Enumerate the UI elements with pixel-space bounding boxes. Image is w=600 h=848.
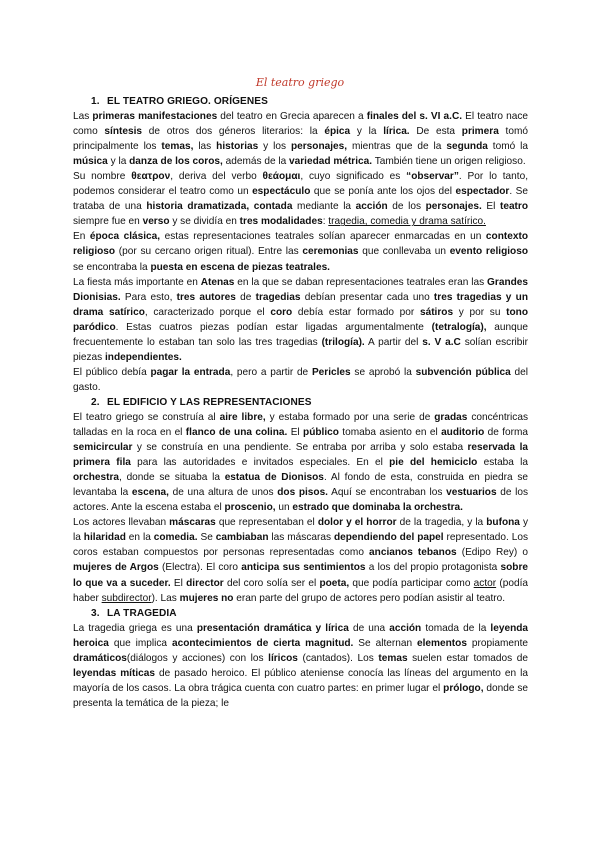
text-run: El teatro griego se construía al — [73, 411, 220, 423]
section-number: 2. — [91, 396, 100, 408]
text-run: propiamente — [466, 637, 529, 649]
bold-text-run: semicircular — [73, 442, 133, 454]
text-run: . Por lo tanto, podemos considerar el teatro como un — [73, 171, 529, 198]
bold-text-run: presentación dramática y lírica — [196, 622, 349, 634]
bold-text-run: música — [73, 156, 108, 168]
text-run: debían presentar cada uno — [300, 291, 434, 303]
bold-text-run: tres modalidades — [239, 216, 323, 228]
bold-text-run: historias — [216, 141, 259, 153]
bold-text-run: tono paródico — [73, 306, 528, 333]
text-run: un — [275, 502, 293, 514]
bold-text-run: tres tragedias y un drama satírico — [73, 291, 528, 318]
text-run: El teatro nace como — [73, 111, 528, 138]
paragraph — [73, 621, 528, 711]
text-run: Su nombre — [73, 171, 132, 183]
bold-text-run: hilaridad — [83, 532, 126, 544]
text-run: y la — [73, 517, 529, 544]
bold-text-run: θεάομαι — [262, 171, 301, 183]
document-title: El teatro griego — [255, 76, 345, 89]
text-run: debía estar formado por — [292, 306, 420, 318]
bold-text-run: mujeres de Argos — [73, 562, 159, 574]
text-run: tomó la — [487, 141, 529, 153]
text-run: tomaba asiento en el — [338, 427, 442, 439]
bold-text-run: historia dramatizada, contada — [146, 201, 293, 213]
text-run: Se alternan — [353, 637, 418, 649]
text-run: (Electra). El coro — [158, 562, 242, 574]
text-run: Se — [197, 532, 216, 544]
text-run: (diálogos y acciones) con los — [126, 652, 269, 664]
text-run: representado. Los coros estaban compuestos por personas representadas como — [73, 532, 528, 559]
text-run: El — [481, 201, 500, 213]
bold-text-run: lírica. — [383, 126, 410, 138]
bold-text-run: escena, — [131, 487, 169, 499]
bold-text-run: subvención pública — [415, 366, 511, 378]
text-run: a los del propio protagonista — [365, 562, 501, 574]
text-run: ). Las — [151, 592, 180, 604]
text-run: . Se trataba de una — [73, 186, 528, 213]
text-run: De esta — [409, 126, 462, 138]
bold-text-run: primeras manifestaciones — [92, 111, 218, 123]
bold-text-run: dolor y el horror — [317, 517, 397, 529]
text-run: que podía participar como — [349, 577, 474, 589]
text-run: que se ponía ante los ojos del — [310, 186, 456, 198]
text-run: del teatro en Grecia aparecen a — [217, 111, 367, 123]
text-run: y se dividía en — [169, 216, 240, 228]
paragraph — [73, 169, 528, 229]
text-run: Las — [73, 111, 93, 123]
bold-text-run: personajes, — [290, 141, 348, 153]
text-run: en la — [125, 532, 154, 544]
bold-text-run: síntesis — [104, 126, 143, 138]
text-run: estas representaciones teatrales solían aparecer enmarcadas en un — [160, 231, 486, 243]
text-run: . Estas cuatros piezas podían estar ligadas argumentalmente — [115, 321, 432, 333]
bold-text-run: proscenio, — [224, 502, 276, 514]
bold-text-run: contexto religioso — [73, 231, 528, 258]
bold-text-run: espectáculo — [252, 186, 311, 198]
bold-text-run: temas, — [161, 141, 194, 153]
bold-text-run: tres autores — [176, 291, 236, 303]
bold-text-run: Grandes Dionisias. — [73, 276, 528, 303]
text-run: y por su — [453, 306, 507, 318]
section-number: 1. — [91, 96, 100, 107]
paragraph — [73, 410, 528, 515]
bold-text-run: anticipa sus sentimientos — [241, 562, 366, 574]
text-run: , deriva del verbo — [170, 171, 263, 183]
bold-text-run: gradas — [434, 411, 468, 423]
bold-text-run: Atenas — [200, 276, 235, 288]
bold-text-run: teatro — [499, 201, 529, 213]
text-run: que representaban el — [215, 517, 318, 529]
text-run: de una — [348, 622, 390, 634]
bold-text-run: mujeres no — [179, 592, 234, 604]
bold-text-run: reservada la primera fila — [73, 442, 528, 469]
text-run: de forma — [484, 427, 529, 439]
section-heading — [73, 94, 528, 109]
section-number: 3. — [91, 607, 100, 619]
text-run: También tiene un origen religioso. — [372, 156, 526, 168]
bold-text-run: primera — [461, 126, 499, 138]
bold-text-run: dos pisos. — [277, 487, 328, 499]
section-heading — [73, 606, 528, 621]
bold-text-run: poeta, — [319, 577, 350, 589]
bold-text-run: finales del s. VI a.C. — [366, 111, 463, 123]
text-run: se aprobó la — [350, 366, 416, 378]
bold-text-run: ancianos tebanos — [369, 547, 457, 559]
bold-text-run: bufona — [486, 517, 520, 529]
bold-text-run: (trilogía). — [321, 336, 365, 348]
text-run: Los actores llevaban — [73, 517, 170, 529]
bold-text-run: aire libre, — [219, 411, 266, 423]
section-heading — [73, 395, 528, 410]
text-run: (Edipo Rey) o — [456, 547, 529, 559]
text-run: que implica — [108, 637, 172, 649]
bold-text-run: dependiendo del papel — [333, 532, 444, 544]
bold-text-run: época clásica, — [89, 231, 161, 243]
text-run: siempre fue en — [73, 216, 143, 228]
bold-text-run: acontecimientos de cierta magnitud. — [171, 637, 354, 649]
bold-text-run: sátiros — [419, 306, 454, 318]
text-run: de pasado heroico. El público ateniense conocía las líneas del argumento en la mayoría de los casos. La obra trágica cuenta con cuatro partes: en primer lugar el — [73, 667, 528, 694]
section-heading-text: EL EDIFICIO Y LAS REPRESENTACIONES — [107, 396, 312, 408]
text-run: El público debía — [73, 366, 151, 378]
text-run: suelen estar tomados de — [407, 652, 528, 664]
text-run: , pero a partir de — [230, 366, 312, 378]
text-run: tomó principalmente los — [73, 126, 528, 153]
bold-text-run: flanco de una colina. — [185, 427, 288, 439]
paragraph — [73, 365, 528, 395]
text-run: que conllevaba un — [358, 246, 450, 258]
bold-text-run: auditorio — [441, 427, 485, 439]
text-run: de una altura de unos — [168, 487, 278, 499]
text-run: de los actores. Ante la escena estaba el — [73, 487, 529, 514]
text-run: las máscaras — [268, 532, 334, 544]
text-run: para las autoridades e invitados especiales. En el — [130, 457, 390, 469]
text-run: se encontraba la — [73, 261, 151, 273]
text-run: eran parte del grupo de actores pero podían asistir al teatro. — [233, 592, 506, 604]
text-run: tomada de la — [421, 622, 491, 634]
text-run: donde se presenta la temática de la pieza; le — [73, 682, 528, 709]
text-run: En — [73, 231, 90, 243]
text-run: (podía haber — [73, 577, 528, 604]
text-run: y la — [350, 126, 384, 138]
bold-text-run: espectador — [455, 186, 510, 198]
bold-text-run: acción — [389, 622, 422, 634]
bold-text-run: prólogo, — [443, 682, 484, 694]
bold-text-run: cambiaban — [215, 532, 269, 544]
paragraph — [73, 109, 528, 169]
bold-text-run: variedad métrica. — [289, 156, 373, 168]
bold-text-run: “observar” — [406, 171, 459, 183]
text-run: aunque frecuentemente lo estaban tan solo las tres tragedias — [73, 321, 528, 348]
bold-text-run: Pericles — [311, 366, 351, 378]
bold-text-run: evento religioso — [449, 246, 528, 258]
text-run: , caracterizado porque el — [144, 306, 271, 318]
bold-text-run: pie del hemiciclo — [389, 457, 478, 469]
text-run: concéntricas talladas en la roca en el — [73, 411, 528, 439]
bold-text-run: temas — [378, 652, 408, 664]
text-run: del coro solía ser el — [223, 577, 320, 589]
text-run: de los — [387, 201, 426, 213]
bold-text-run: θεατρον — [131, 171, 171, 183]
bold-text-run: acción — [355, 201, 388, 213]
paragraph — [73, 229, 528, 274]
text-run: , donde se situaba la — [119, 472, 225, 484]
bold-text-run: leyendas míticas — [73, 667, 155, 679]
paragraph — [73, 275, 528, 365]
text-run: A partir del — [364, 336, 423, 348]
bold-text-run: puesta en escena de piezas teatrales. — [150, 261, 330, 273]
bold-text-run: danza de los coros, — [129, 156, 223, 168]
bold-text-run: líricos — [268, 652, 298, 664]
text-run: , cuyo significado es — [300, 171, 407, 183]
bold-text-run: máscaras — [169, 517, 216, 529]
bold-text-run: comedia. — [153, 532, 198, 544]
text-run: Para esto, — [120, 291, 177, 303]
bold-text-run: épica — [324, 126, 351, 138]
text-run: El — [170, 577, 187, 589]
bold-text-run: segunda — [446, 141, 488, 153]
bold-text-run: ceremonias — [302, 246, 359, 258]
section-heading-text: EL TEATRO GRIEGO. ORÍGENES — [107, 96, 268, 107]
bold-text-run: estatua de Dionisos — [224, 472, 324, 484]
bold-text-run: independientes. — [104, 351, 182, 363]
paragraph — [73, 515, 528, 605]
bold-text-run: sobre lo que va a suceder. — [73, 562, 528, 589]
bold-text-run: director — [186, 577, 224, 589]
text-run: de — [235, 291, 256, 303]
underlined-text-run: actor — [473, 577, 497, 589]
text-run: y estaba formado por una serie de — [265, 411, 435, 423]
bold-text-run: coro — [270, 306, 293, 318]
bold-text-run: s. V a.C — [422, 336, 461, 348]
text-run: y los — [258, 141, 291, 153]
text-run: del gasto. — [73, 366, 528, 393]
text-run: las — [193, 141, 217, 153]
underlined-text-run: subdirector — [101, 592, 152, 604]
text-run: en la que se daban representaciones teatrales eran las — [234, 276, 488, 288]
bold-text-run: elementos — [417, 637, 467, 649]
text-run: La fiesta más importante en — [73, 276, 201, 288]
bold-text-run: estrado que dominaba la orchestra. — [292, 502, 463, 514]
text-run: Aquí se encontraban los — [328, 487, 447, 499]
bold-text-run: personajes. — [425, 201, 482, 213]
text-run: : — [322, 216, 329, 228]
bold-text-run: vestuarios — [446, 487, 497, 499]
section-heading-text: LA TRAGEDIA — [107, 607, 177, 619]
bold-text-run: pagar la entrada — [150, 366, 231, 378]
text-run: solían escribir piezas — [73, 336, 529, 363]
text-run: estaba la — [477, 457, 529, 469]
text-run: además de la — [222, 156, 290, 168]
document-body — [73, 94, 528, 711]
text-run: y la — [107, 156, 130, 168]
bold-text-run: (tetralogía), — [431, 321, 487, 333]
bold-text-run: verso — [142, 216, 170, 228]
text-run: (por su cercano origen ritual). Entre las — [115, 246, 303, 258]
bold-text-run: dramáticos — [73, 652, 127, 664]
text-run: y se construía en una pendiente. Se entraba por arriba y solo estaba — [132, 442, 468, 454]
text-run: mientras que de la — [347, 141, 447, 153]
bold-text-run: público — [303, 427, 339, 439]
text-run: mediante la — [292, 201, 356, 213]
text-run: La tragedia griega es una — [73, 622, 197, 634]
text-run: de la tragedia, y la — [396, 517, 487, 529]
text-run: (cantados). Los — [297, 652, 379, 664]
bold-text-run: orchestra — [73, 472, 120, 484]
bold-text-run: tragedias — [255, 291, 301, 303]
text-run: . Al fondo de esta, construida en piedra se levantaba la — [73, 472, 529, 499]
text-run: de otros dos géneros literarios: la — [142, 126, 325, 138]
text-run: El — [287, 427, 304, 439]
bold-text-run: leyenda heroica — [73, 622, 529, 649]
underlined-text-run: tragedia, comedia y drama satírico. — [328, 216, 486, 228]
